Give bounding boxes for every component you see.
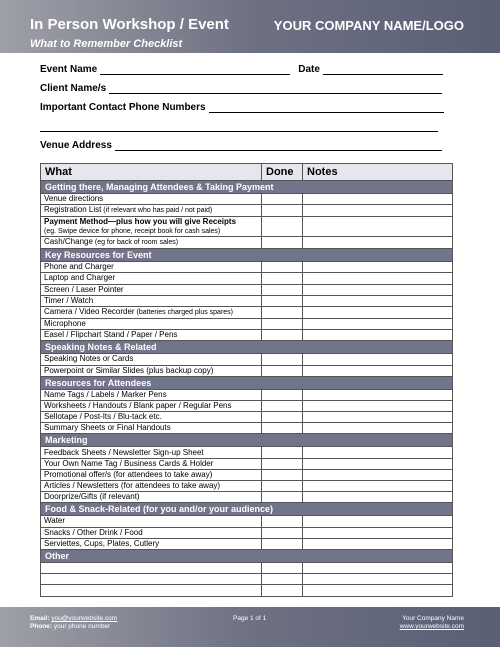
item-what [41,365,262,376]
footer-page-number: Page 1 of 1 [233,615,267,622]
item-what [41,492,262,503]
item-what [41,273,262,284]
item-what [41,527,262,538]
table-row [41,516,453,527]
item-what [41,262,262,273]
item-notes-cell[interactable] [303,217,453,237]
item-what [41,237,262,249]
table-row [41,262,453,273]
item-notes-cell[interactable] [303,295,453,306]
item-notes-cell[interactable] [303,400,453,411]
section-header-row [41,376,453,389]
item-label: Microphone [44,319,86,329]
item-done-cell[interactable] [262,237,303,249]
item-label: Easel / Flipchart Stand / Paper / Pens [44,330,178,340]
item-done-cell[interactable] [262,458,303,469]
footer-company: Your Company Name [402,615,464,622]
item-label: Your Own Name Tag / Business Cards & Holder [44,458,214,468]
item-note: (if relevant who has paid / not paid) [101,207,213,215]
venue-address-row [40,140,452,151]
item-what [41,295,262,306]
section-title: Other [41,549,453,562]
item-label: Powerpoint or Similar Slides (plus backup copy) [44,365,214,375]
item-label: Payment Method—plus how you will give Receipts [44,217,237,227]
phone-numbers-field-2[interactable] [40,121,438,132]
item-what [41,284,262,295]
item-label: Venue directions [44,194,104,204]
item-label: Speaking Notes or Cards [44,354,134,364]
item-what [41,400,262,411]
item-done-cell[interactable] [262,389,303,400]
item-what [41,217,262,237]
item-done-cell[interactable] [262,516,303,527]
footer-phone [30,623,110,630]
item-notes-cell[interactable] [303,237,453,249]
item-done-cell[interactable] [262,330,303,341]
table-row [41,284,453,295]
section-title: Speaking Notes & Related [41,341,453,354]
item-label: Articles / Newsletters (for attendees to take away) [44,481,221,491]
item-notes-cell[interactable] [303,481,453,492]
date-label: Date [298,64,320,75]
item-what [41,306,262,318]
section-header-row [41,549,453,562]
item-notes-cell[interactable] [303,458,453,469]
table-row [41,538,453,549]
table-row [41,412,453,423]
table-row [41,237,453,249]
table-row [41,318,453,329]
table-row [41,458,453,469]
phone-numbers-field[interactable] [209,102,444,113]
section-header-row [41,434,453,447]
checklist-table [40,163,453,597]
date-field[interactable] [323,64,443,75]
company-logo: YOUR COMPANY NAME/LOGO [273,18,464,33]
item-what [41,412,262,423]
section-title: Getting there, Managing Attendees & Taking Payment [41,181,453,194]
section-header-row [41,341,453,354]
item-label: Screen / Laser Pointer [44,284,124,294]
item-notes-cell[interactable] [303,194,453,205]
item-note: (batteries charged plus spares) [134,308,233,316]
item-what [41,423,262,434]
table-row [41,194,453,205]
client-name-label: Client Name/s [40,83,107,94]
item-done-cell[interactable] [262,400,303,411]
item-label: Promotional offer/s (for attendees to take away) [44,469,213,479]
item-what [41,585,262,596]
item-label: Cash/Change [44,237,93,247]
item-label: Serviettes, Cups, Plates, Cutlery [44,538,160,548]
section-title: Key Resources for Event [41,249,453,262]
table-row [41,389,453,400]
item-done-cell[interactable] [262,481,303,492]
section-header-row [41,181,453,194]
item-label: Camera / Video Recorder [44,306,135,316]
item-done-cell[interactable] [262,492,303,503]
item-done-cell[interactable] [262,574,303,585]
table-row [41,527,453,538]
item-notes-cell[interactable] [303,330,453,341]
section-title: Resources for Attendees [41,376,453,389]
item-note: (eg for back of room sales) [92,239,179,247]
item-what [41,538,262,549]
item-notes-cell[interactable] [303,516,453,527]
item-notes-cell[interactable] [303,273,453,284]
item-notes-cell[interactable] [303,585,453,596]
item-done-cell[interactable] [262,273,303,284]
item-done-cell[interactable] [262,423,303,434]
column-header-done: Done [262,164,303,181]
item-notes-cell[interactable] [303,423,453,434]
section-header-row [41,503,453,516]
item-done-cell[interactable] [262,527,303,538]
item-done-cell[interactable] [262,205,303,217]
item-label: Water [44,516,66,526]
item-what [41,574,262,585]
item-done-cell[interactable] [262,318,303,329]
page-title: In Person Workshop / Event [30,16,229,33]
item-label: Feedback Sheets / Newsletter Sign-up Sheet [44,447,204,457]
table-row [41,217,453,237]
phone-numbers-row-2 [40,121,452,132]
venue-address-field[interactable] [115,140,442,151]
item-label: Summary Sheets or Final Handouts [44,423,171,433]
table-row [41,447,453,458]
table-row [41,295,453,306]
item-note: (eg. Swipe device for phone, receipt book for cash sales) [44,228,221,236]
item-what [41,318,262,329]
item-what [41,481,262,492]
footer-phone-value: your phone number [53,623,111,630]
footer-phone-label: Phone: [30,623,53,630]
item-notes-cell[interactable] [303,469,453,480]
item-done-cell[interactable] [262,354,303,365]
item-notes-cell[interactable] [303,354,453,365]
table-row [41,423,453,434]
event-name-row [40,64,452,75]
item-notes-cell[interactable] [303,527,453,538]
item-done-cell[interactable] [262,447,303,458]
item-label: Registration List [44,205,102,215]
item-notes-cell[interactable] [303,492,453,503]
item-label: Doorprize/Gifts (if relevant) [44,492,140,502]
item-notes-cell[interactable] [303,574,453,585]
item-what [41,389,262,400]
footer-email-link[interactable]: you@yourwebsite.com [51,615,118,622]
table-row [41,354,453,365]
column-header-what: What [41,164,262,181]
item-notes-cell[interactable] [303,306,453,318]
item-what [41,205,262,217]
item-notes-cell[interactable] [303,284,453,295]
item-notes-cell[interactable] [303,389,453,400]
event-name-field[interactable] [100,64,290,75]
table-header-row [41,164,453,181]
item-done-cell[interactable] [262,365,303,376]
item-done-cell[interactable] [262,412,303,423]
item-what [41,194,262,205]
table-row [41,365,453,376]
table-row [41,400,453,411]
section-title: Marketing [41,434,453,447]
event-name-label: Event Name [40,64,98,75]
table-row [41,574,453,585]
table-row [41,481,453,492]
footer-website-link[interactable]: www.yourwebsite.com [399,623,464,630]
item-notes-cell[interactable] [303,318,453,329]
page-subtitle: What to Remember Checklist [30,38,183,50]
item-label: Name Tags / Labels / Marker Pens [44,389,167,399]
column-header-notes: Notes [303,164,453,181]
item-what [41,458,262,469]
table-row [41,205,453,217]
item-done-cell[interactable] [262,194,303,205]
item-notes-cell[interactable] [303,365,453,376]
phone-numbers-row [40,102,452,113]
footer-email [30,615,117,622]
table-row [41,562,453,573]
item-what [41,516,262,527]
item-label: Sellotape / Post-Its / Blu-tack etc. [44,412,162,422]
item-done-cell[interactable] [262,585,303,596]
item-label: Phone and Charger [44,262,114,272]
item-what [41,469,262,480]
client-name-field[interactable] [109,83,442,94]
item-what [41,447,262,458]
table-row [41,492,453,503]
item-notes-cell[interactable] [303,412,453,423]
phone-numbers-label: Important Contact Phone Numbers [40,102,206,113]
item-notes-cell[interactable] [303,562,453,573]
item-what [41,354,262,365]
client-name-row [40,83,452,94]
table-row [41,330,453,341]
item-label: Worksheets / Handouts / Blank paper / Regular Pens [44,400,232,410]
item-label: Snacks / Other Drink / Food [44,527,143,537]
table-row [41,469,453,480]
item-done-cell[interactable] [262,538,303,549]
venue-address-label: Venue Address [40,140,112,151]
item-done-cell[interactable] [262,262,303,273]
item-done-cell[interactable] [262,562,303,573]
section-header-row [41,249,453,262]
item-notes-cell[interactable] [303,262,453,273]
checklist-body [41,181,453,597]
page-header [0,0,500,53]
item-notes-cell[interactable] [303,205,453,217]
section-title: Food & Snack-Related (for you and/or your audience) [41,503,453,516]
item-notes-cell[interactable] [303,447,453,458]
table-row [41,273,453,284]
item-done-cell[interactable] [262,284,303,295]
table-row [41,585,453,596]
item-done-cell[interactable] [262,217,303,237]
item-notes-cell[interactable] [303,538,453,549]
item-done-cell[interactable] [262,295,303,306]
item-done-cell[interactable] [262,306,303,318]
item-label: Timer / Watch [44,295,94,305]
item-label: Laptop and Charger [44,273,116,283]
item-done-cell[interactable] [262,469,303,480]
table-row [41,306,453,318]
item-what [41,330,262,341]
footer-email-label: Email: [30,615,50,622]
page-footer [0,607,500,647]
item-what [41,562,262,573]
